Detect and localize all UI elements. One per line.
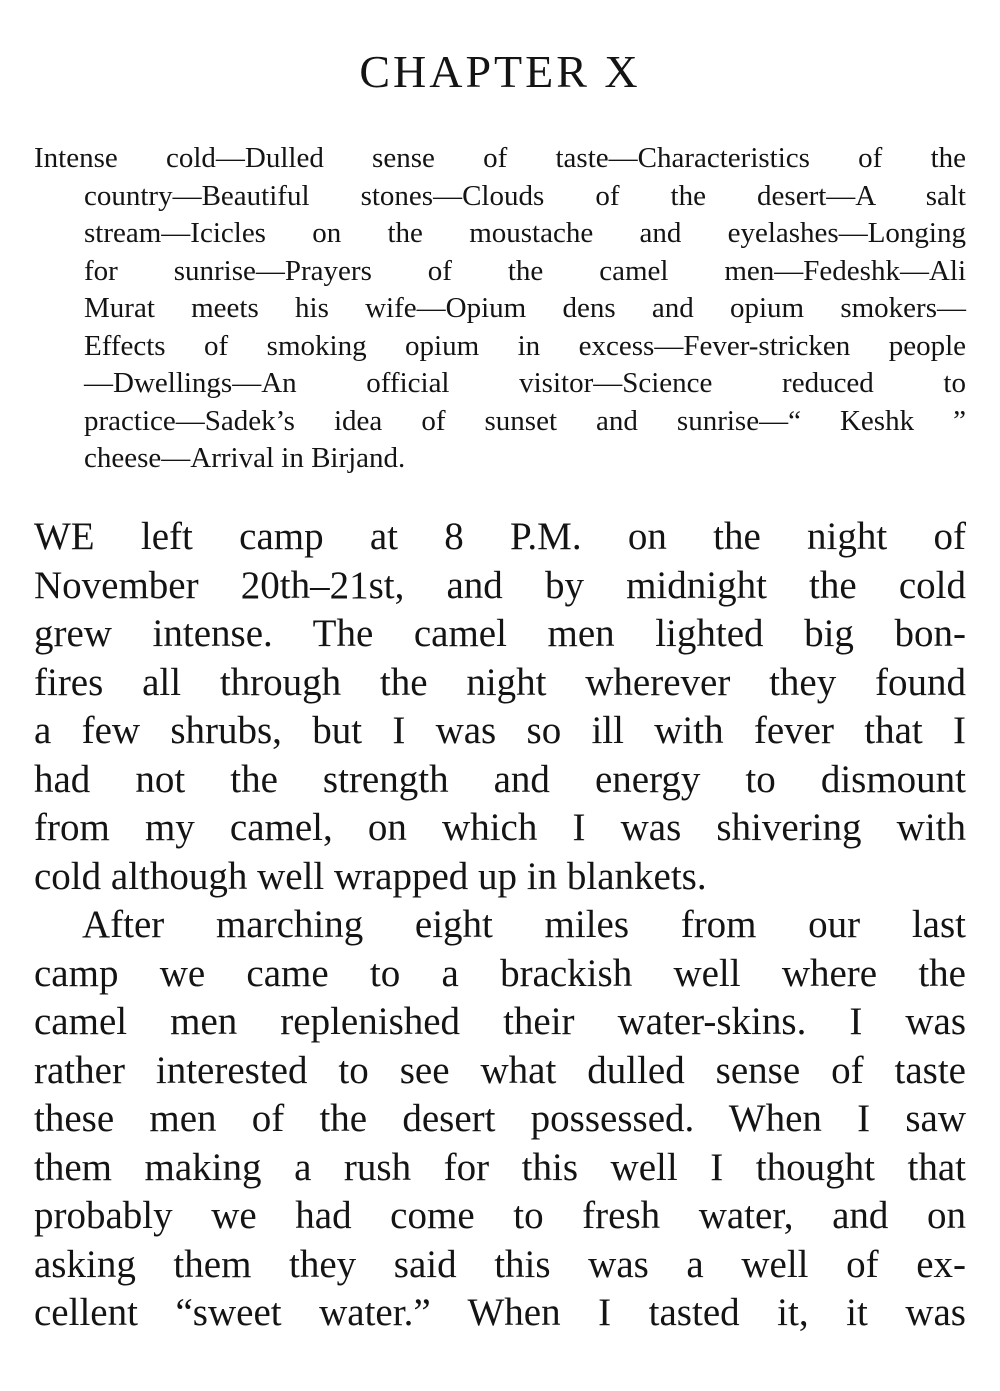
summary-line: Effects of smoking opium in excess—Fever-stricken people	[84, 329, 966, 362]
body-line: grew intense. The camel men lighted big bon-	[34, 612, 966, 655]
body-line: cold although well wrapped up in blankets.	[34, 854, 707, 898]
summary-line: —Dwellings—An official visitor—Science reduced to	[84, 367, 966, 399]
body-line: from my camel, on which I was shivering with	[34, 806, 966, 849]
body-line: November 20th–21st, and by midnight the cold	[34, 563, 966, 607]
summary-line: Murat meets his wife—Opium dens and opium smokers—	[84, 292, 966, 324]
summary-line: Intense cold—Dulled sense of taste—Characteristics of the	[34, 142, 966, 174]
body-text	[34, 513, 966, 1338]
summary-line: country—Beautiful stones—Clouds of the desert—A salt	[84, 179, 966, 212]
body-line: these men of the desert possessed. When I saw	[34, 1097, 966, 1140]
body-line: them making a rush for this well I thought that	[34, 1145, 966, 1189]
body-line: asking them they said this was a well of ex-	[34, 1242, 966, 1286]
chapter-summary	[34, 140, 966, 478]
chapter-title: CHAPTER X	[359, 46, 641, 97]
summary-line: for sunrise—Prayers of the camel men—Fedeshk—Ali	[84, 254, 966, 287]
body-line: had not the strength and energy to dismount	[34, 757, 966, 801]
body-line: a few shrubs, but I was so ill with fever that I	[34, 709, 966, 752]
body-line: camel men replenished their water-skins. I was	[34, 1000, 966, 1043]
summary-line: cheese—Arrival in Birjand.	[84, 442, 406, 474]
summary-line: practice—Sadek’s idea of sunset and sunrise—“ Keshk ”	[84, 404, 966, 437]
body-line: probably we had come to fresh water, and on	[34, 1194, 966, 1237]
paragraph-1	[34, 513, 966, 901]
body-line: camp we came to a brackish well where the	[34, 951, 966, 995]
body-line: cellent “sweet water.” When I tasted it, it was	[34, 1291, 966, 1334]
body-line: rather interested to see what dulled sense of taste	[34, 1048, 966, 1092]
body-line: fires all through the night wherever they found	[34, 660, 966, 704]
paragraph-2	[34, 901, 966, 1338]
body-line: WE left camp at 8 P.M. on the night of	[34, 515, 966, 558]
body-line: After marching eight miles from our last	[82, 903, 966, 946]
summary-line: stream—Icicles on the moustache and eyelashes—Longing	[84, 217, 966, 249]
